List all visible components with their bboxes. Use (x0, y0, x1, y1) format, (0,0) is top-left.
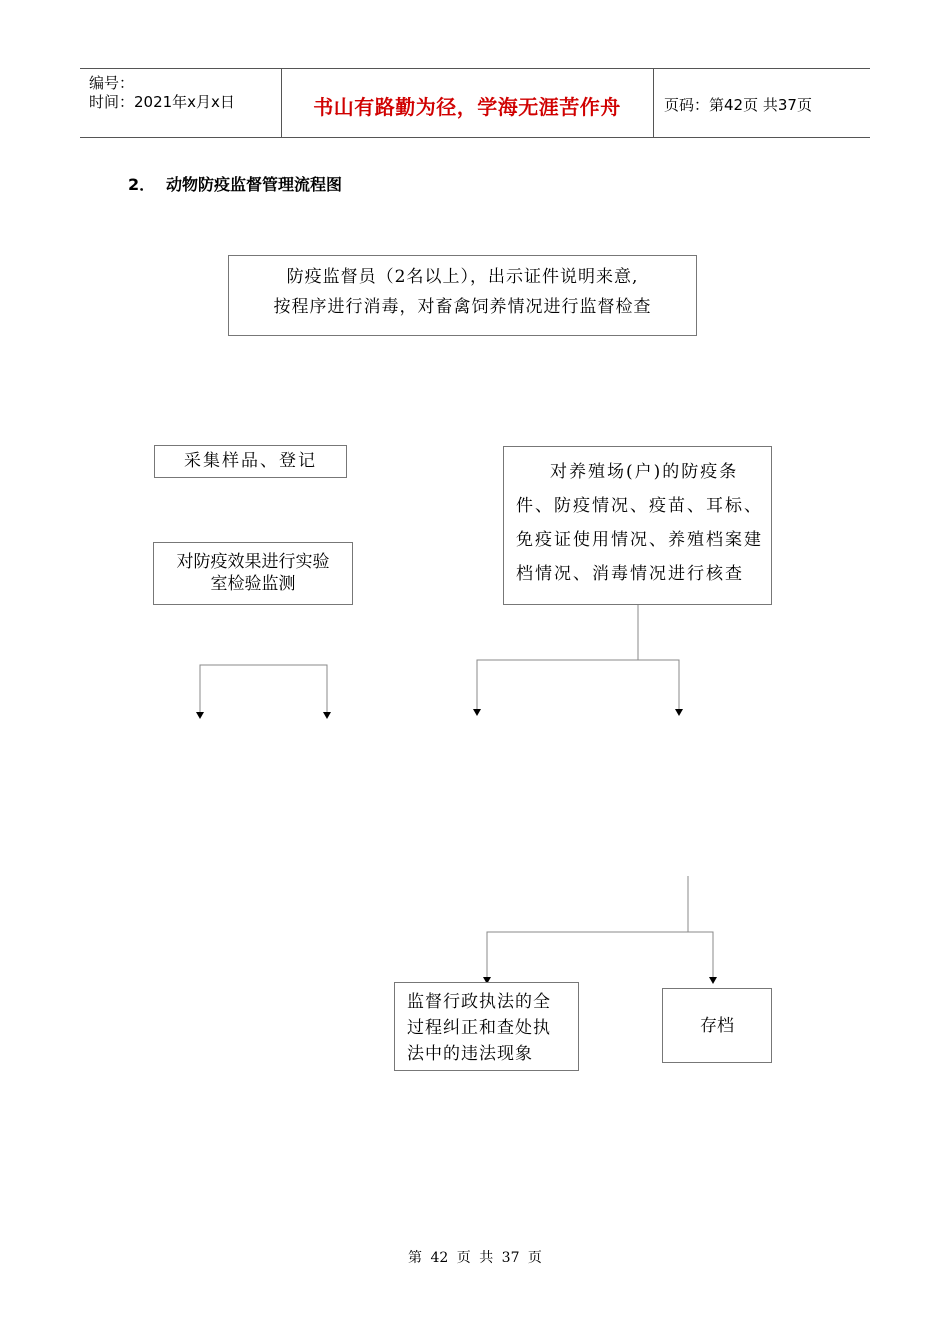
sample-collection-box (154, 445, 347, 478)
archive-text: 存档 (700, 1016, 734, 1036)
arrow-down-icon (473, 709, 481, 716)
page-footer: 第 42 页 共 37 页 (408, 1250, 542, 1266)
right-branch-connector (477, 660, 679, 710)
inspector-intro-line2: 按程序进行消毒，对畜禽饲养情况进行监督检查 (273, 297, 652, 317)
section-title-text: 动物防疫监督管理流程图 (166, 175, 343, 194)
arrow-down-icon (196, 712, 204, 719)
lab-testing-line1: 对防疫效果进行实验 (176, 552, 330, 572)
law-enforcement-line2: 过程纠正和查处执 (407, 1018, 551, 1038)
law-enforcement-line1: 监督行政执法的全 (407, 992, 551, 1012)
sample-collection-text: 采集样品、登记 (184, 451, 317, 471)
arrow-down-icon (323, 712, 331, 719)
header-motto: 书山有路勤为径，学海无涯苦作舟 (313, 95, 621, 119)
law-enforcement-line3: 法中的违法现象 (407, 1044, 533, 1064)
header-page-number: 页码：第42页 共37页 (664, 96, 812, 114)
farm-inspection-box (503, 446, 772, 605)
archive-box (662, 988, 772, 1063)
arrow-down-icon (675, 709, 683, 716)
lab-testing-line2: 室检验监测 (210, 574, 296, 594)
document-number-label: 编号： (89, 74, 135, 92)
arrow-down-icon (709, 977, 717, 984)
lab-testing-box (153, 542, 353, 605)
farm-inspection-text: 对养殖场(户)的防疫条件、防疫情况、疫苗、耳标、免疫证使用情况、养殖档案建档情况、消毒情况进行核查 (516, 462, 763, 584)
section-number: 2． (128, 175, 156, 194)
document-date-label: 时间：2021年x月x日 (89, 93, 235, 111)
left-branch-connector (200, 665, 327, 713)
inspector-intro-box (228, 255, 697, 336)
inspector-intro-line1: 防疫监督员（2名以上），出示证件说明来意, (286, 267, 639, 287)
lower-branch-connector (487, 932, 713, 978)
law-enforcement-box (394, 982, 579, 1071)
